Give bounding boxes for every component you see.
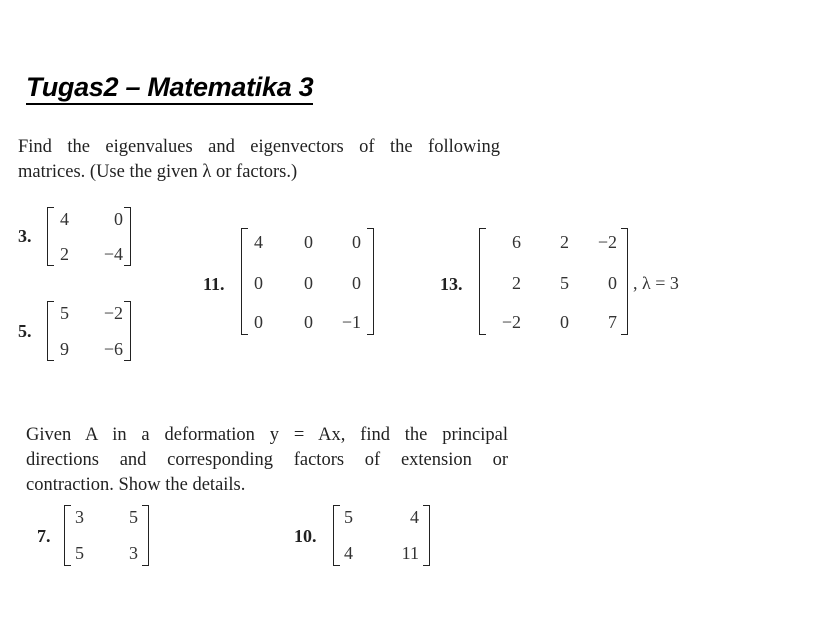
- matrix-cell: 0: [304, 232, 313, 252]
- matrix-cell: −2: [501, 312, 521, 332]
- matrix-7: [64, 505, 149, 566]
- instruction-line: directions and corresponding factors of extension or: [26, 450, 508, 470]
- matrix-cell: 2: [60, 244, 69, 264]
- instruction-line: Find the eigenvalues and eigenvectors of the following: [18, 137, 500, 157]
- matrix-cell: 3: [75, 507, 84, 527]
- given-lambda: , λ = 3: [633, 273, 679, 293]
- matrix-cell: 0: [352, 273, 361, 293]
- problem-number-10: 10.: [294, 526, 317, 546]
- problem-number-7: 7.: [37, 526, 51, 546]
- instruction-line: Given A in a deformation y = Ax, find the principal: [26, 425, 508, 445]
- matrix-11: [241, 228, 374, 335]
- matrix-cell: 4: [410, 507, 419, 527]
- matrix-cell: 4: [254, 232, 263, 252]
- instructions-eigen: [18, 135, 500, 185]
- matrix-cell: −2: [103, 303, 123, 323]
- matrix-cell: 2: [560, 232, 569, 252]
- matrix-cell: 5: [129, 507, 138, 527]
- matrix-13: [479, 228, 628, 335]
- matrix-cell: −2: [597, 232, 617, 252]
- matrix-cell: 6: [512, 232, 521, 252]
- matrix-cell: 11: [401, 543, 419, 563]
- matrix-cell: 5: [60, 303, 69, 323]
- matrix-cell: 0: [254, 312, 263, 332]
- matrix-cell: −4: [103, 244, 123, 264]
- matrix-cell: 4: [344, 543, 353, 563]
- matrix-10: [333, 505, 430, 566]
- matrix-cell: 0: [608, 273, 617, 293]
- problem-number-3: 3.: [18, 226, 32, 246]
- matrix-cell: −1: [341, 312, 361, 332]
- matrix-cell: 5: [75, 543, 84, 563]
- page-title: Tugas2 – Matematika 3: [26, 72, 313, 105]
- instructions-deformation: [26, 423, 508, 498]
- matrix-cell: 0: [114, 209, 123, 229]
- instruction-line: contraction. Show the details.: [26, 475, 246, 495]
- matrix-cell: 0: [352, 232, 361, 252]
- problem-number-5: 5.: [18, 321, 32, 341]
- matrix-cell: 0: [304, 273, 313, 293]
- matrix-3: [47, 207, 131, 266]
- matrix-cell: 7: [608, 312, 617, 332]
- matrix-cell: 2: [512, 273, 521, 293]
- matrix-cell: 3: [129, 543, 138, 563]
- problem-number-13: 13.: [440, 274, 463, 294]
- matrix-cell: 0: [304, 312, 313, 332]
- matrix-cell: 0: [254, 273, 263, 293]
- matrix-cell: 0: [560, 312, 569, 332]
- matrix-cell: 5: [344, 507, 353, 527]
- matrix-cell: 5: [560, 273, 569, 293]
- matrix-cell: 4: [60, 209, 69, 229]
- problem-number-11: 11.: [203, 274, 225, 294]
- matrix-5: [47, 301, 131, 361]
- matrix-cell: 9: [60, 339, 69, 359]
- instruction-line: matrices. (Use the given λ or factors.): [18, 162, 298, 182]
- matrix-cell: −6: [103, 339, 123, 359]
